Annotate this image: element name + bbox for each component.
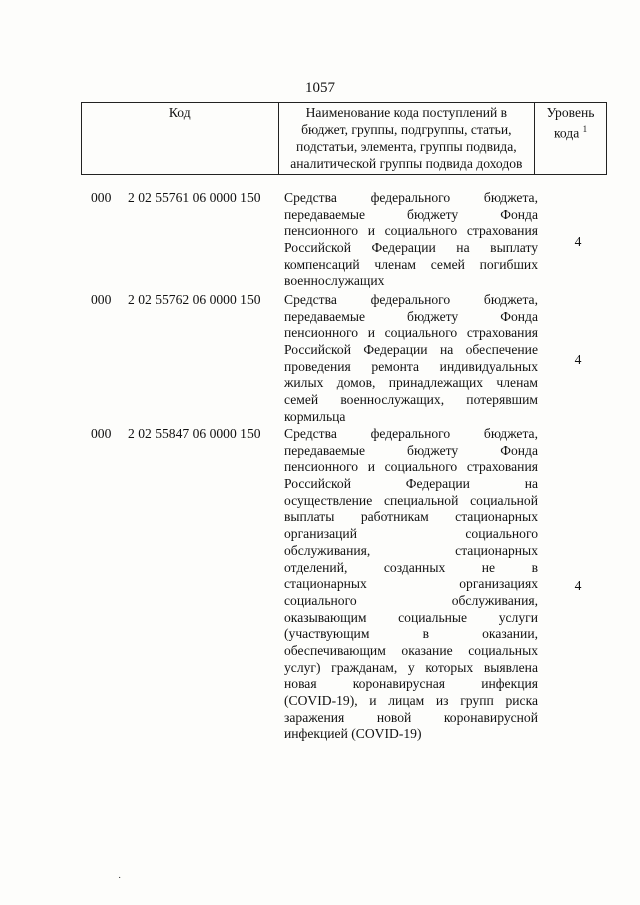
description-line: заражения новой коронавирусной: [284, 709, 538, 725]
description-line: обеспечивающим оказание социальных: [284, 642, 538, 658]
header-level-line: кода $^1$: [553, 124, 588, 141]
description-line: Средства федерального бюджета,: [284, 190, 538, 205]
description-line: (участвующим в оказании,: [284, 626, 538, 642]
description-line: Средства федерального бюджета,: [284, 292, 538, 307]
header-name-line: подстатьи, элемента, группы подвида,: [296, 139, 517, 154]
description-line: Российской Федерации на обеспечение: [284, 342, 538, 358]
description-line: новая коронавирусная инфекция: [284, 676, 538, 692]
description-line: услуг) гражданам, у которых выявлена: [284, 659, 538, 675]
header-name-line: бюджет, группы, подгруппы, статьи,: [301, 122, 512, 137]
revenue-description: [284, 426, 538, 743]
description-line: передаваемые бюджету Фонда: [284, 308, 538, 324]
description-line: жилых домов, принадлежащих членам: [284, 375, 538, 391]
revenue-description: [284, 292, 538, 426]
description-line: стационарных организациях: [284, 576, 538, 592]
description-line: осуществление специальной социальной: [284, 492, 538, 508]
header-level-line: Уровень: [546, 105, 595, 120]
description-line: выплаты работникам стационарных: [284, 509, 538, 525]
description-line: военнослужащих: [284, 273, 385, 289]
header-name-line: Наименование кода поступлений в: [305, 105, 508, 120]
description-line: Российской Федерации на выплату: [284, 240, 538, 256]
page-number: 1057: [305, 80, 335, 96]
description-line: оказывающим социальные услуги: [284, 609, 538, 625]
description-line: пенсионного и социального страхования: [284, 223, 538, 239]
description-line: Средства федерального бюджета,: [284, 426, 538, 441]
description-line: передаваемые бюджету Фонда: [284, 442, 538, 458]
revenue-description: [284, 190, 538, 290]
revenue-code: 2 02 55762 06 0000 150: [128, 292, 261, 307]
code-level: 4: [574, 233, 582, 249]
admin-code: 000: [91, 292, 112, 307]
description-line: Российской Федерации на: [284, 476, 538, 492]
description-line: семей военнослужащих, потерявшим: [284, 392, 538, 408]
description-line: социального обслуживания,: [284, 592, 538, 608]
code-level: 4: [574, 352, 582, 368]
scan-mark: ˙: [118, 876, 122, 887]
description-line: компенсаций членам семей погибших: [284, 256, 538, 272]
description-line: обслуживания, стационарных: [284, 542, 538, 558]
description-line: организаций социального: [284, 526, 538, 542]
revenue-code: 2 02 55761 06 0000 150: [128, 190, 261, 205]
description-line: пенсионного и социального страхования: [284, 325, 538, 341]
footnote-marker: 1: [582, 124, 588, 134]
description-line: пенсионного и социального страхования: [284, 459, 538, 475]
header-code: Код: [82, 103, 279, 175]
admin-code: 000: [91, 426, 112, 441]
admin-code: 000: [91, 190, 112, 205]
header-name-line: аналитической группы подвида доходов: [290, 156, 523, 171]
code-level: 4: [574, 578, 582, 594]
description-line: передаваемые бюджету Фонда: [284, 206, 538, 222]
description-line: (COVID-19), и лицам из групп риска: [284, 693, 538, 708]
description-line: отделений, созданных не в: [284, 559, 538, 575]
description-line: кормильца: [284, 408, 346, 424]
description-line: проведения ремонта индивидуальных: [284, 358, 538, 374]
description-line: инфекцией (COVID-19): [284, 726, 422, 742]
revenue-code: 2 02 55847 06 0000 150: [128, 426, 261, 441]
